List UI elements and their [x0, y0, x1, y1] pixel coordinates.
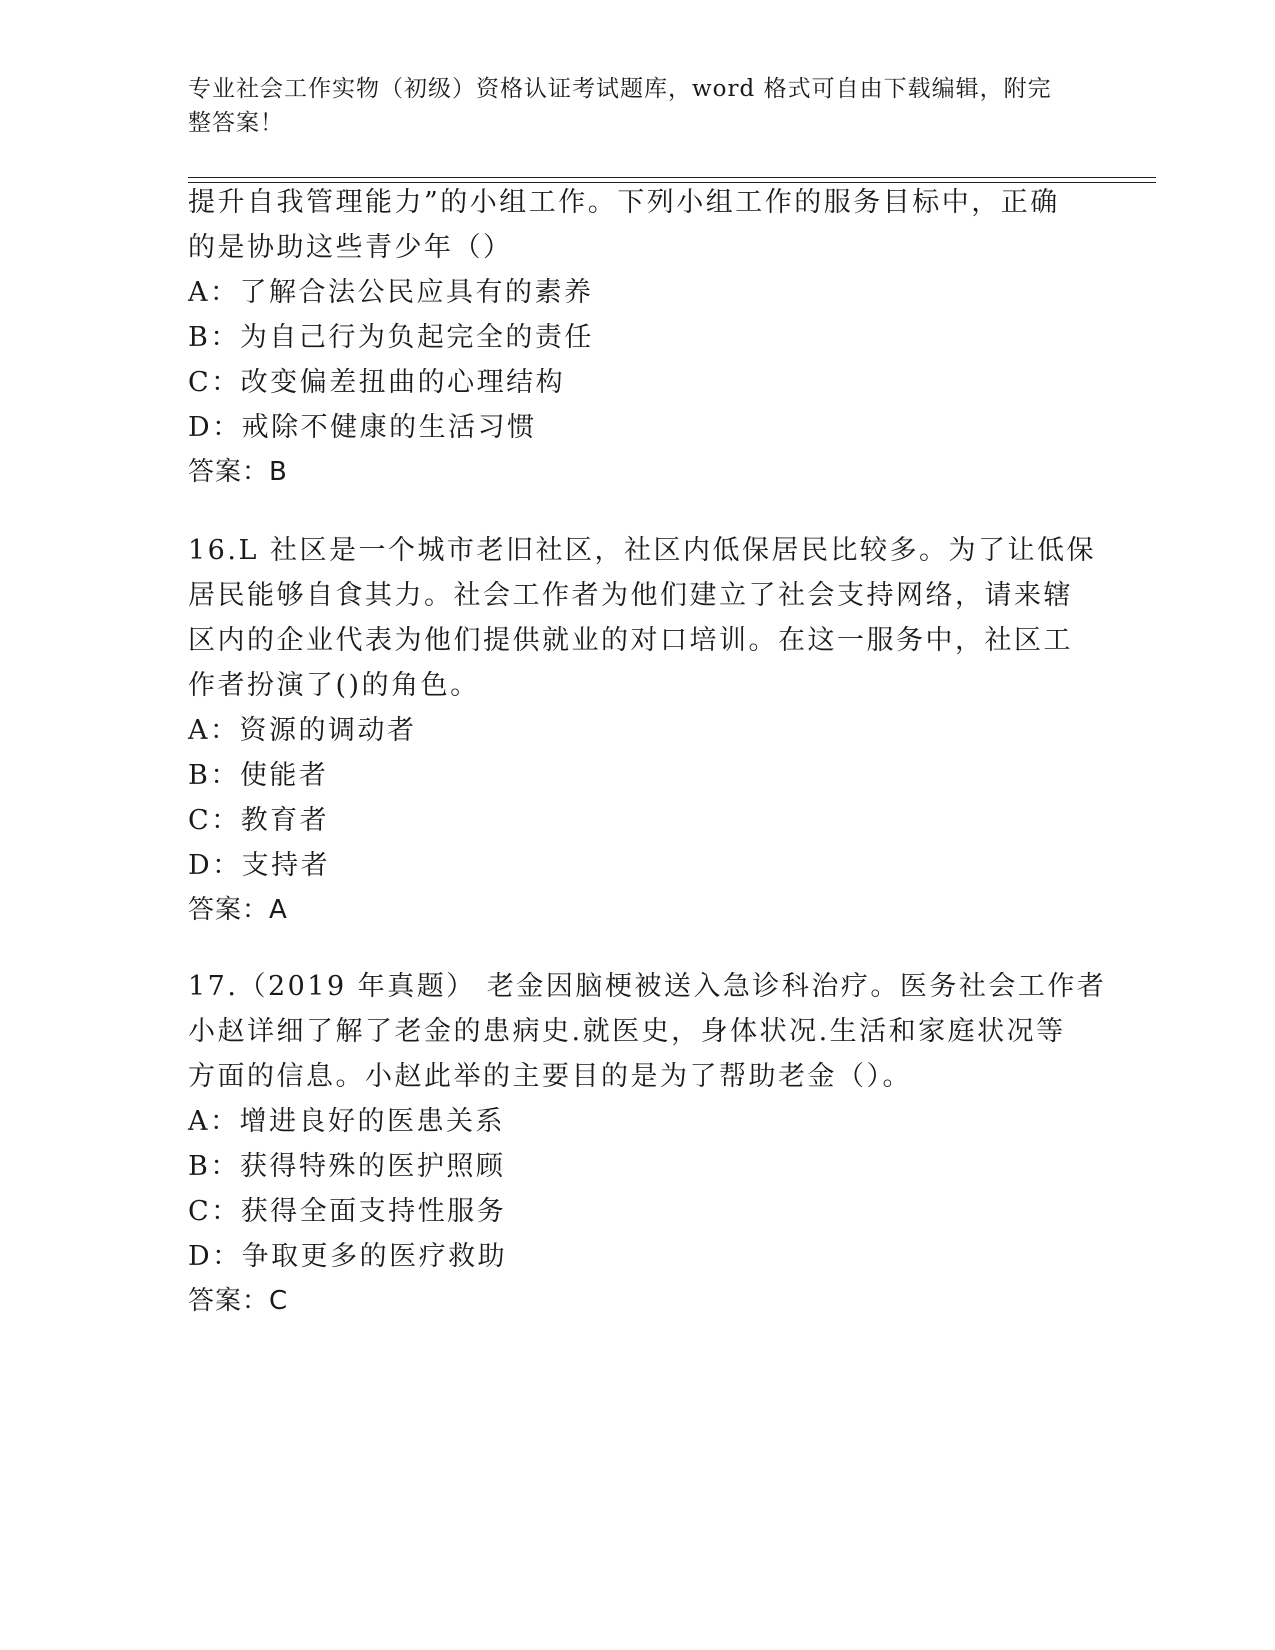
question-stem-line: 方面的信息。小赵此举的主要目的是为了帮助老金（）。: [188, 1061, 912, 1092]
option-c: C：教育者: [188, 805, 330, 836]
option-c: C：改变偏差扭曲的心理结构: [188, 367, 566, 398]
question-17: [188, 964, 1107, 1324]
question-stem-line: 17.（2019 年真题） 老金因脑梗被送入急诊科治疗。医务社会工作者: [188, 971, 1107, 1002]
question-16: [188, 528, 1096, 933]
question-stem-line: 作者扮演了()的角色。: [188, 670, 480, 701]
answer-line: 答案：A: [188, 895, 288, 925]
option-a: A：增进良好的医患关系: [188, 1106, 505, 1137]
option-b: B：获得特殊的医护照顾: [188, 1151, 506, 1182]
question-15: [188, 180, 1068, 495]
question-stem-line: 的是协助这些青少年（）: [188, 232, 513, 263]
page-header: [188, 72, 1068, 140]
option-d: D：戒除不健康的生活习惯: [188, 412, 537, 443]
option-c: C：获得全面支持性服务: [188, 1196, 507, 1227]
option-a: A：了解合法公民应具有的素养: [188, 277, 594, 308]
answer-line: 答案：B: [188, 457, 288, 487]
option-a: A：资源的调动者: [188, 715, 417, 746]
question-stem-line: 居民能够自食其力。社会工作者为他们建立了社会支持网络，请来辖: [188, 580, 1073, 611]
option-b: B：为自己行为负起完全的责任: [188, 322, 594, 353]
option-b: B：使能者: [188, 760, 329, 791]
question-stem-line: 小赵详细了解了老金的患病史.就医史，身体状况.生活和家庭状况等: [188, 1016, 1066, 1047]
answer-line: 答案：C: [188, 1286, 289, 1316]
option-d: D：争取更多的医疗救助: [188, 1241, 508, 1272]
question-stem-line: 提升自我管理能力”的小组工作。下列小组工作的服务目标中，正确: [188, 187, 1060, 218]
option-d: D：支持者: [188, 850, 331, 881]
question-stem-line: 区内的企业代表为他们提供就业的对口培训。在这一服务中，社区工: [188, 625, 1073, 656]
header-line-1: 专业社会工作实物（初级）资格认证考试题库，word 格式可自由下载编辑，附完: [188, 76, 1052, 102]
question-stem-line: 16.L 社区是一个城市老旧社区，社区内低保居民比较多。为了让低保: [188, 535, 1096, 566]
header-line-2: 整答案！: [188, 110, 284, 136]
